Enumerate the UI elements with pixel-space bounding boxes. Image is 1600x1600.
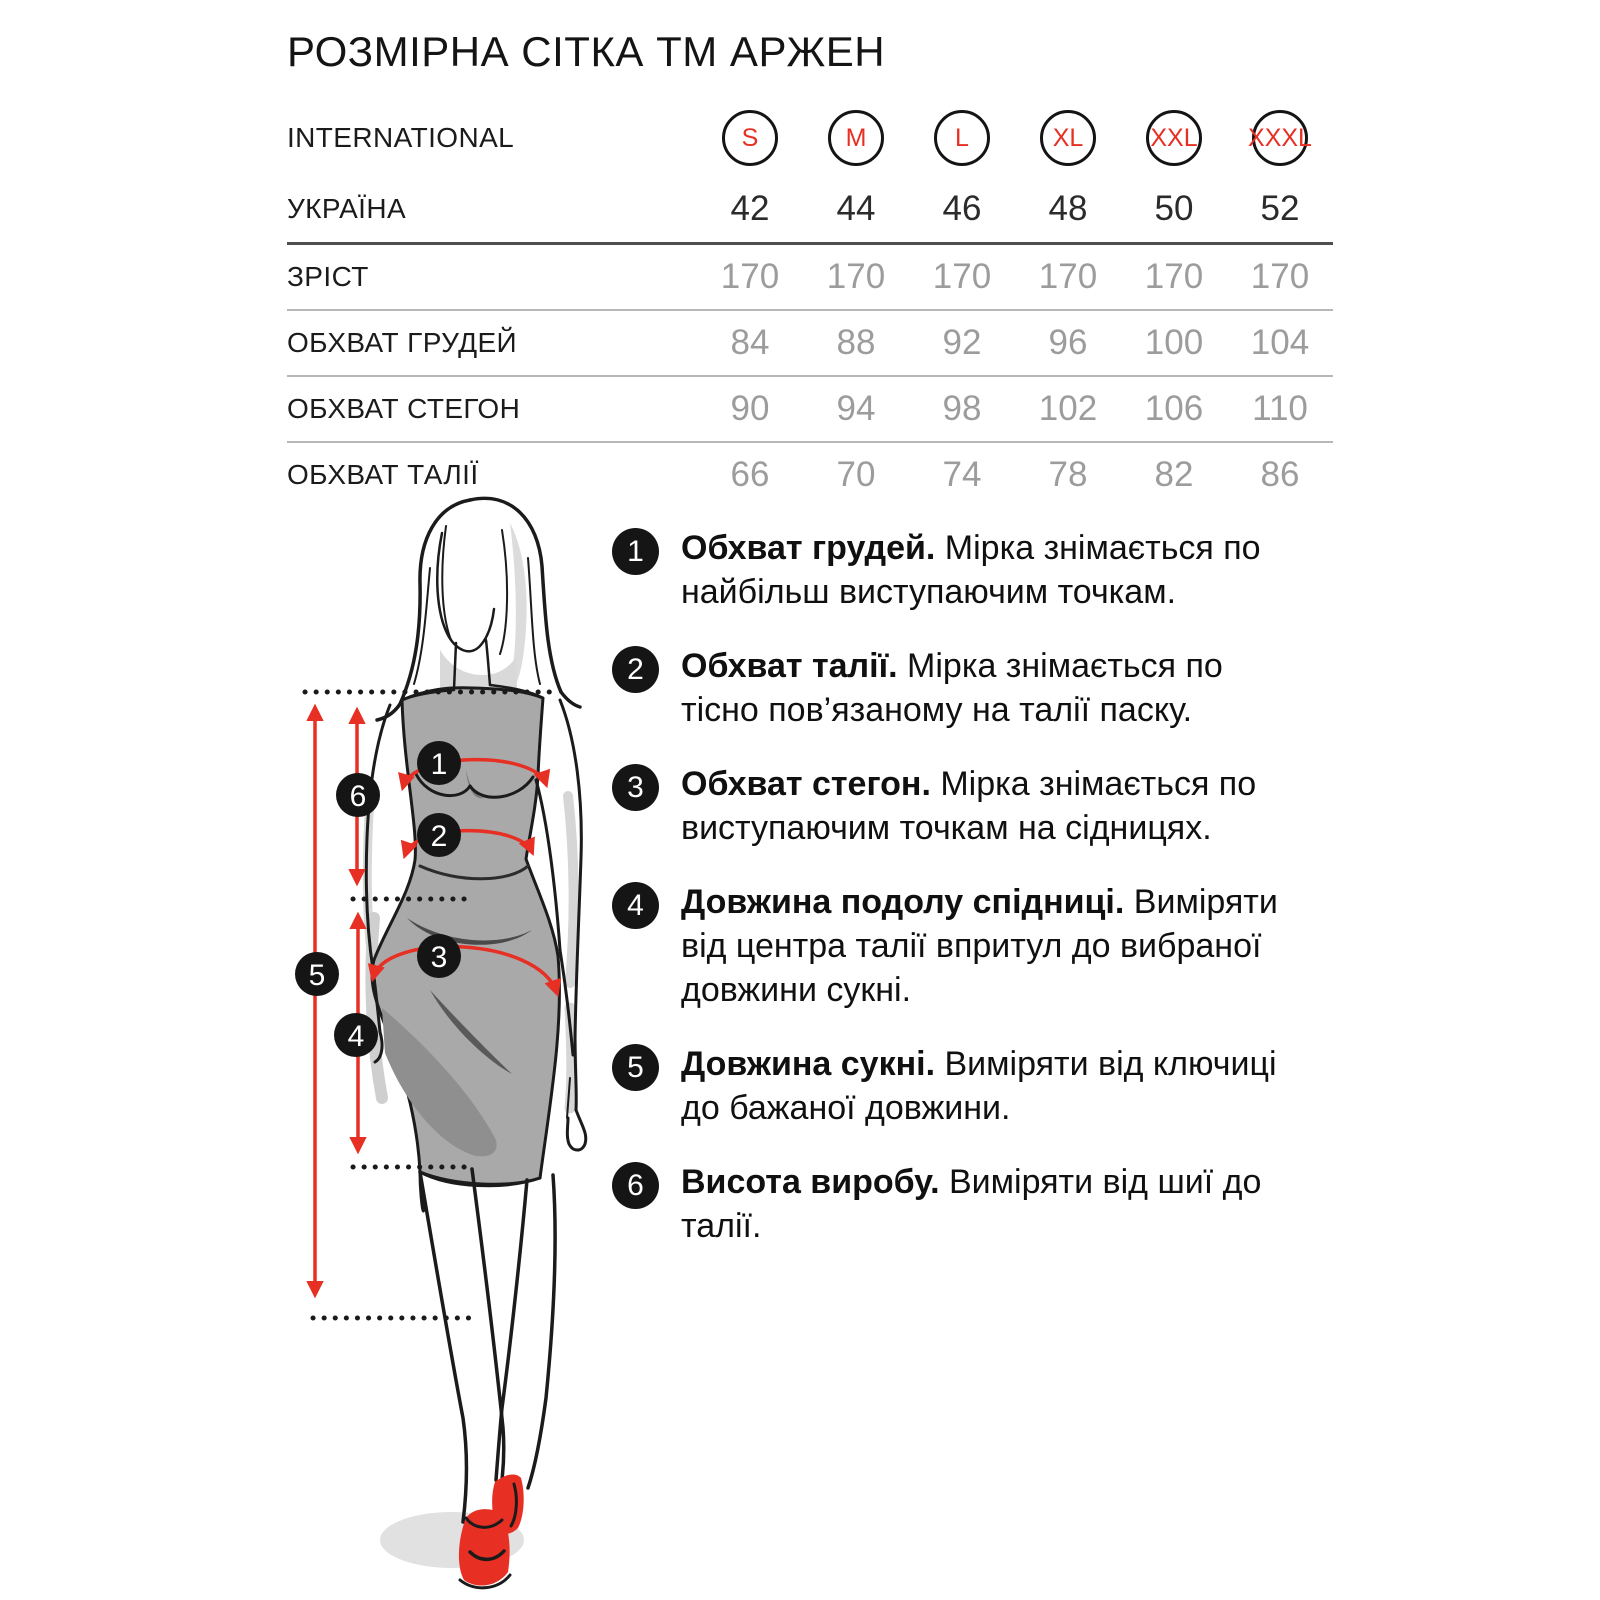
page-title: РОЗМІРНА СІТКА ТМ АРЖЕН	[287, 28, 886, 75]
legend-text: Обхват талії. Мірка знімається по тісно пов’язаному на талії паску.	[681, 647, 1223, 729]
measurement-legend	[612, 526, 1301, 1248]
table-cell: 100	[1144, 323, 1204, 362]
row-label: ОБХВАТ ТАЛІЇ	[287, 459, 479, 490]
legend-item-1	[612, 526, 1301, 614]
table-cell: 102	[1038, 389, 1098, 428]
international-label: INTERNATIONAL	[287, 122, 515, 153]
legend-number-badge: 5	[612, 1044, 659, 1091]
size-badge-cell	[803, 110, 909, 166]
marker-4: 4	[347, 1020, 365, 1053]
table-cell: 106	[1144, 389, 1204, 428]
table-cell: 82	[1154, 455, 1194, 494]
row-label: ЗРІСТ	[287, 261, 369, 292]
ukraine-label: УКРАЇНА	[287, 193, 407, 224]
table-row-ukraine	[287, 176, 1333, 242]
table-row-hips	[287, 375, 1333, 441]
legend-number-badge: 3	[612, 764, 659, 811]
table-row-chest	[287, 309, 1333, 375]
size-table	[287, 100, 1333, 507]
marker-5: 5	[308, 959, 326, 992]
legend-number-badge: 6	[612, 1162, 659, 1209]
legend-text: Обхват стегон. Мірка знімається по виступаючим точкам на сідницях.	[681, 765, 1257, 847]
legend-text: Довжина сукні. Виміряти від ключиці до бажаної довжини.	[681, 1045, 1277, 1127]
size-badge-cell	[909, 110, 1015, 166]
table-cell: 46	[942, 189, 982, 228]
table-cell: 50	[1154, 189, 1194, 228]
size-badge-cell	[1121, 110, 1227, 166]
table-cell: 42	[730, 189, 770, 228]
table-cell: 74	[942, 455, 982, 494]
table-cell: 78	[1048, 455, 1088, 494]
size-badge-m: M	[828, 110, 884, 166]
marker-1: 1	[430, 748, 448, 781]
legend-number-badge: 2	[612, 646, 659, 693]
legend-text: Висота виробу. Виміряти від шиї до талії.	[681, 1163, 1262, 1245]
marker-2: 2	[430, 820, 448, 853]
table-cell: 86	[1260, 455, 1300, 494]
row-label: ОБХВАТ СТЕГОН	[287, 393, 521, 424]
legend-item-4	[612, 880, 1301, 1012]
table-cell: 98	[942, 389, 982, 428]
red-shoes	[459, 1475, 524, 1588]
table-cell: 92	[942, 323, 982, 362]
legend-text: Довжина подолу спідниці. Виміряти від центра талії впритул до вибраної довжини сукні.	[681, 883, 1278, 1009]
table-cell: 94	[836, 389, 876, 428]
size-badge-xl: XL	[1040, 110, 1096, 166]
table-row-international	[287, 100, 1333, 176]
size-badge-xxxl: XXXL	[1252, 110, 1308, 166]
size-badge-cell	[697, 110, 803, 166]
size-badge-cell	[1015, 110, 1121, 166]
table-cell: 110	[1252, 389, 1308, 428]
table-cell: 170	[932, 257, 992, 296]
legend-item-5	[612, 1042, 1301, 1130]
table-cell: 48	[1048, 189, 1088, 228]
table-cell: 170	[1250, 257, 1310, 296]
legend-number-badge: 4	[612, 882, 659, 929]
table-row-height	[287, 242, 1333, 309]
table-cell: 104	[1250, 323, 1310, 362]
table-cell: 88	[836, 323, 876, 362]
legend-item-6	[612, 1160, 1301, 1248]
table-cell: 170	[1144, 257, 1204, 296]
table-cell: 44	[836, 189, 876, 228]
table-cell: 170	[1038, 257, 1098, 296]
legend-item-3	[612, 762, 1301, 850]
marker-3: 3	[430, 941, 448, 974]
legend-text: Обхват грудей. Мірка знімається по найбільш виступаючим точкам.	[681, 529, 1261, 611]
size-badge-s: S	[722, 110, 778, 166]
size-badge-xxl: XXL	[1146, 110, 1202, 166]
legend-number-badge: 1	[612, 528, 659, 575]
size-badge-cell	[1227, 110, 1333, 166]
row-label: ОБХВАТ ГРУДЕЙ	[287, 327, 518, 358]
table-cell: 66	[730, 455, 770, 494]
figure-legs	[420, 1169, 555, 1522]
table-cell: 90	[730, 389, 770, 428]
table-cell: 96	[1048, 323, 1088, 362]
table-cell: 70	[836, 455, 876, 494]
table-cell: 170	[720, 257, 780, 296]
marker-6: 6	[349, 780, 367, 813]
legend-item-2	[612, 644, 1301, 732]
table-cell: 84	[730, 323, 770, 362]
size-badge-l: L	[934, 110, 990, 166]
table-cell: 52	[1260, 189, 1300, 228]
dress	[372, 688, 559, 1211]
table-cell: 170	[826, 257, 886, 296]
